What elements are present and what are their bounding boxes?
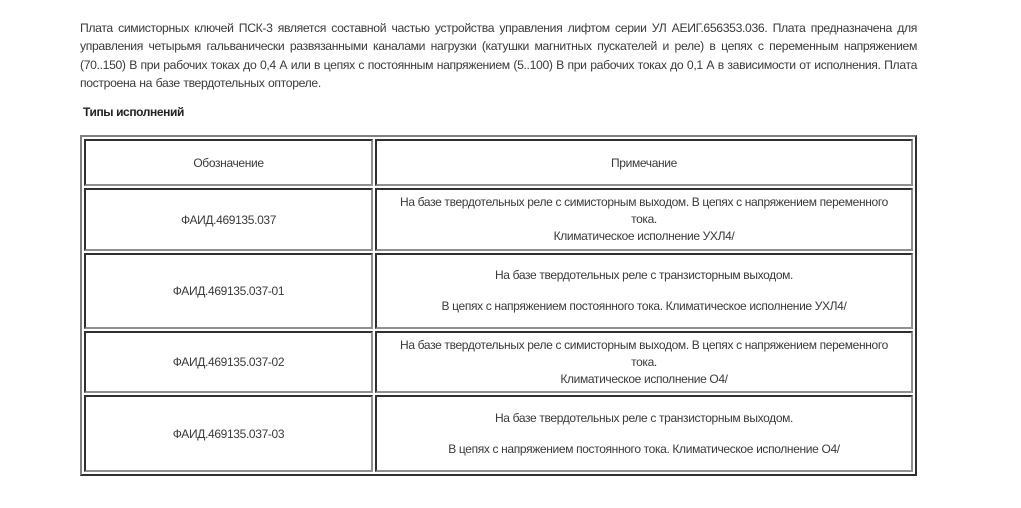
note-line: На базе твердотельных реле с симисторным выходом. В цепях с напряжением переменного тока. (400, 195, 888, 226)
table-row (84, 395, 913, 472)
note-line: В цепях с напряжением постоянного тока. Климатическое исполнение О4/ (448, 441, 840, 456)
note-cell (375, 253, 913, 329)
paragraph-gap (387, 427, 901, 441)
note-cell (375, 331, 913, 393)
note-line: В цепях с напряжением постоянного тока. Климатическое исполнение УХЛ4/ (441, 299, 847, 313)
table-row (84, 188, 913, 251)
execution-types-table (80, 135, 917, 476)
designation-cell: ФАИД.469135.037-01 (84, 253, 373, 329)
header-designation: Обозначение (84, 139, 373, 186)
note-cell (375, 188, 913, 251)
note-cell (375, 395, 913, 472)
table-header-row (84, 139, 913, 186)
designation-cell: ФАИД.469135.037-03 (84, 395, 373, 472)
note-line: На базе твердотельных реле с транзисторным выходом. (494, 268, 794, 282)
note-line: Климатическое исполнение УХЛ4/ (553, 229, 735, 243)
paragraph-gap (387, 284, 901, 298)
designation-cell: ФАИД.469135.037 (84, 188, 373, 251)
note-line: Климатическое исполнение О4/ (560, 371, 728, 386)
section-title: Типы исполнений (83, 105, 184, 119)
table-row (84, 331, 913, 393)
table-row (84, 253, 913, 329)
note-line: На базе твердотельных реле с транзисторным выходом. (494, 410, 794, 425)
note-line: На базе твердотельных реле с симисторным выходом. В цепях с напряжением переменного тока. (400, 337, 888, 369)
header-note: Примечание (375, 139, 913, 186)
intro-paragraph: Плата симисторных ключей ПСК-3 является составной частью устройства управления лифтом серии УЛ АЕИГ.656353.036. Плата предназначена для управления четырьмя гальванически развязанными каналами нагрузки (катушки магнитных пускателей и реле) в цепях с переменным напряжением (70..150) В при рабочих токах до 0,4 А или в цепях с постоянным напряжением (5..100) В при рабочих токах до 0,1 А в зависимости от исполнения. Плата построена на базе твердотельных оптореле. (80, 21, 917, 90)
designation-cell: ФАИД.469135.037-02 (84, 331, 373, 393)
